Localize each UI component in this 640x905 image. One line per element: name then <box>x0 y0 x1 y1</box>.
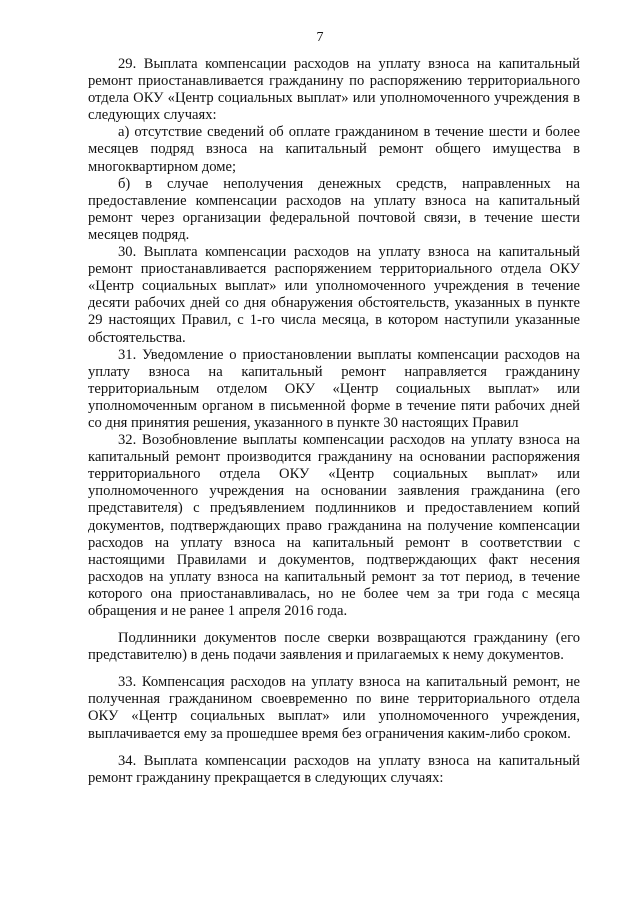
paragraph-29-b: б) в случае неполучения денежных средств, направленных на предоставление компенсации расходов на уплату взноса на капитальный ремонт через организации федеральной почтовой связи, в течение шести месяцев подряд. <box>88 175 580 243</box>
paragraph-31: 31. Уведомление о приостановлении выплаты компенсации расходов на уплату взноса на капитальный ремонт направляется гражданину территориальным отделом ОКУ «Центр социальных выплат» или уполномоченным органом в письменной форме в течение пяти рабочих дней со дня принятия решения, указанного в пункте 30 настоящих Правил <box>88 346 580 431</box>
paragraph-29-a: а) отсутствие сведений об оплате гражданином в течение шести и более месяцев подряд взноса на капитальный ремонт общего имущества в многоквартирном доме; <box>88 124 580 175</box>
paragraph-32: 32. Возобновление выплаты компенсации расходов на уплату взноса на капитальный ремонт производится гражданину на основании распоряжения территориального отдела ОКУ «Центр социальных выплат» или уполномоченного учреждения на основании заявления гражданина (его представителя) с предъявлением подлинников и предоставлением копий документов, подтверждающих право гражданина на получение компенсации расходов на уплату взноса на капитальный ремонт в соответствии с настоящими Правилами и документов, подтверждающих факт несения расходов на уплату взноса на капитальный ремонт за тот период, в течение которого она приостанавливалась, но не более чем за три года с месяца обращения и не ранее 1 апреля 2016 года. <box>88 432 580 619</box>
paragraph-29: 29. Выплата компенсации расходов на уплату взноса на капитальный ремонт приостанавливается гражданину по распоряжению территориального отдела ОКУ «Центр социальных выплат» или уполномоченного учреждения в следующих случаях: <box>88 56 580 124</box>
paragraph-33: 33. Компенсация расходов на уплату взноса на капитальный ремонт, не полученная гражданином своевременно по вине территориального отдела ОКУ «Центр социальных выплат» или уполномоченного учреждения, выплачивается ему за прошедшее время без ограничения каким-либо сроком. <box>88 674 580 742</box>
document-body <box>88 56 580 792</box>
paragraph-34: 34. Выплата компенсации расходов на уплату взноса на капитальный ремонт гражданину прекращается в следующих случаях: <box>88 752 580 786</box>
paragraph-32-originals: Подлинники документов после сверки возвращаются гражданину (его представителю) в день подачи заявления и прилагаемых к нему документов. <box>88 630 580 664</box>
page-number: 7 <box>316 30 324 45</box>
paragraph-30: 30. Выплата компенсации расходов на уплату взноса на капитальный ремонт приостанавливается распоряжением территориального отдела ОКУ «Центр социальных выплат» или уполномоченного учреждения в течение десяти рабочих дней со дня обнаружения обстоятельств, указанных в пункте 29 настоящих Правил, с 1-го числа месяца, в котором наступили указанные обстоятельства. <box>88 244 580 346</box>
